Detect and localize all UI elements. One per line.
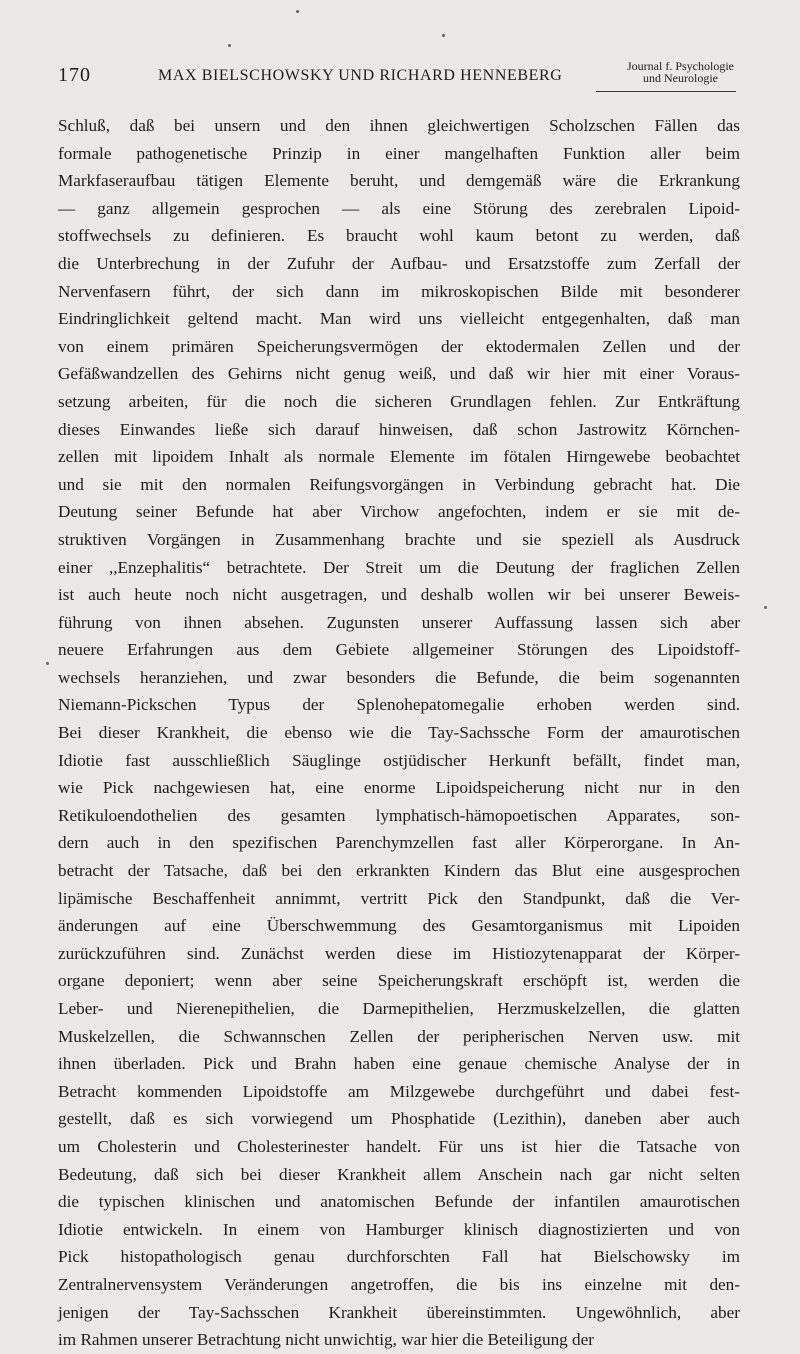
text-line: ihnen überladen. Pick und Brahn haben eine genaue chemische Analyse der in: [58, 1054, 740, 1074]
text-line: und sie mit den normalen Reifungsvorgängen in Verbindung gebracht hat. Die: [58, 474, 740, 494]
text-line: jenigen der Tay-Sachsschen Krankheit übereinstimmten. Ungewöhnlich, aber: [58, 1302, 740, 1322]
text-line: setzung arbeiten, für die noch die sicheren Grundlagen fehlen. Zur Entkräftung: [58, 391, 740, 411]
text-line: die typischen klinischen und anatomischen Befunde der infantilen amaurotischen: [58, 1192, 740, 1212]
page-number: 170: [58, 64, 91, 86]
text-line: zurückzuführen sind. Zunächst werden diese im Histiozytenapparat der Körper-: [58, 943, 740, 963]
text-line: Idiotie fast ausschließlich Säuglinge ostjüdischer Herkunft befällt, findet man,: [58, 750, 740, 770]
text-line: wechsels heranziehen, und zwar besonders die Befunde, die beim sogenannten: [58, 667, 740, 687]
text-line: formale pathogenetische Prinzip in einer mangelhaften Funktion aller beim: [58, 143, 740, 163]
text-line: neuere Erfahrungen aus dem Gebiete allgemeiner Störungen des Lipoidstoff-: [58, 640, 740, 660]
text-line: wie Pick nachgewiesen hat, eine enorme Lipoidspeicherung nicht nur in den: [58, 778, 740, 798]
text-line: dern auch in den spezifischen Parenchymzellen fast aller Körperorgane. In An-: [58, 833, 740, 853]
text-line: Bei dieser Krankheit, die ebenso wie die Tay-Sachssche Form der amaurotischen: [58, 723, 740, 743]
print-speck: [442, 34, 445, 37]
journal-line: und Neurologie: [643, 71, 718, 85]
running-title: MAX BIELSCHOWSKY UND RICHARD HENNEBERG: [158, 67, 563, 84]
print-speck: [296, 10, 299, 13]
print-speck: [764, 606, 767, 609]
text-line: Deutung seiner Befunde hat aber Virchow angefochten, indem er sie mit de-: [58, 502, 740, 522]
text-line: Retikuloendothelien des gesamten lymphatisch-hämopoetischen Apparates, son-: [58, 805, 740, 825]
text-line: ist auch heute noch nicht ausgetragen, und deshalb wollen wir bei unserer Beweis-: [58, 585, 740, 605]
body-text: [58, 112, 740, 1354]
text-line: Zentralnervensystem Veränderungen angetroffen, die bis ins einzelne mit den-: [58, 1274, 740, 1294]
text-line: Bedeutung, daß sich bei dieser Krankheit allem Anschein nach gar nicht selten: [58, 1164, 740, 1184]
text-line: Leber- und Nierenepithelien, die Darmepithelien, Herzmuskelzellen, die glatten: [58, 999, 740, 1018]
text-line: zellen mit lipoidem Inhalt als normale Elemente im fötalen Hirngewebe beobachtet: [58, 447, 740, 467]
print-speck: [46, 662, 49, 665]
text-line: Pick histopathologisch genau durchforschten Fall hat Bielschowsky im: [58, 1247, 740, 1267]
text-line: Niemann-Pickschen Typus der Splenohepatomegalie erhoben werden sind.: [58, 695, 740, 715]
text-line: Markfaseraufbau tätigen Elemente beruht, und demgemäß wäre die Erkrankung: [58, 171, 740, 191]
text-line: Muskelzellen, die Schwannschen Zellen der peripherischen Nerven usw. mit: [58, 1026, 740, 1046]
running-head: [58, 58, 738, 90]
text-line: Nervenfasern führt, der sich dann im mikroskopischen Bilde mit besonderer: [58, 281, 740, 301]
journal-line: Journal f. Psychologie: [627, 59, 734, 73]
text-line: betracht der Tatsache, daß bei den erkrankten Kindern das Blut eine ausgesprochen: [58, 861, 740, 881]
text-line: lipämische Beschaffenheit annimmt, vertritt Pick den Standpunkt, daß die Ver-: [58, 888, 740, 908]
text-line: im Rahmen unserer Betrachtung nicht unwichtig, war hier die Beteiligung der: [58, 1330, 595, 1350]
text-line: Betracht kommenden Lipoidstoffe am Milzgewebe durchgeführt und dabei fest-: [58, 1081, 740, 1101]
text-line: dieses Einwandes ließe sich darauf hinweisen, daß schon Jastrowitz Körnchen-: [58, 419, 740, 439]
text-line: struktiven Vorgängen in Zusammenhang brachte und sie speziell als Ausdruck: [58, 529, 740, 549]
text-line: Gefäßwandzellen des Gehirns nicht genug weiß, und daß wir hier mit einer Voraus-: [58, 364, 740, 384]
text-line: Eindringlichkeit geltend macht. Man wird uns vielleicht entgegenhalten, daß man: [58, 309, 740, 329]
header-rule: [596, 91, 736, 92]
print-speck: [228, 44, 231, 47]
text-line: — ganz allgemein gesprochen — als eine Störung des zerebralen Lipoid-: [58, 198, 740, 218]
text-line: um Cholesterin und Cholesterinester handelt. Für uns ist hier die Tatsache von: [58, 1136, 740, 1156]
journal-name: [627, 60, 734, 84]
text-line: stoffwechsels zu definieren. Es braucht wohl kaum betont zu werden, daß: [58, 226, 740, 246]
text-line: führung von ihnen absehen. Zugunsten unserer Auffassung lassen sich aber: [58, 612, 740, 632]
text-line: änderungen auf eine Überschwemmung des Gesamtorganismus mit Lipoiden: [58, 916, 740, 936]
text-line: organe deponiert; wenn aber seine Speicherungskraft erschöpft ist, werden die: [58, 971, 740, 991]
text-line: Idiotie entwickeln. In einem von Hamburger klinisch diagnostizierten und von: [58, 1219, 740, 1239]
text-line: einer ,,Enzephalitis“ betrachtete. Der Streit um die Deutung der fraglichen Zellen: [58, 557, 740, 577]
text-line: Schluß, daß bei unsern und den ihnen gleichwertigen Scholzschen Fällen das: [58, 116, 740, 135]
text-line: die Unterbrechung in der Zufuhr der Aufbau- und Ersatzstoffe zum Zerfall der: [58, 253, 740, 273]
text-line: von einem primären Speicherungsvermögen der ektodermalen Zellen und der: [58, 336, 740, 356]
text-line: gestellt, daß es sich vorwiegend um Phosphatide (Lezithin), daneben aber auch: [58, 1109, 740, 1129]
